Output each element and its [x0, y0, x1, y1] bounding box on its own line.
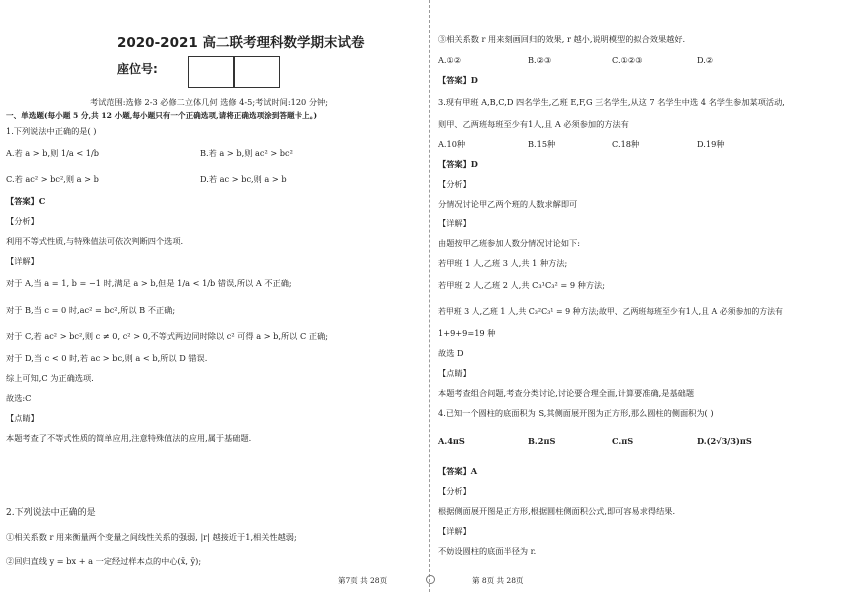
right-page	[432, 0, 860, 607]
comment-heading-3: 【点睛】	[438, 368, 471, 378]
exam-title: 2020-2021 高二联考理科数学期末试卷	[117, 35, 365, 51]
q3-option-c: C.18种	[612, 139, 640, 149]
answer-1: 【答案】C	[6, 196, 46, 206]
q2-option-b: B.②③	[528, 55, 552, 65]
q2-option-d: D.②	[697, 55, 714, 65]
q1-option-c: C.若 ac² > bc²,则 a > b	[6, 174, 99, 184]
question-4: 4.已知一个圆柱的底面积为 S,其侧面展开图为正方形,那么圆柱的侧面积为( )	[438, 408, 714, 418]
q3-option-d: D.19种	[697, 139, 725, 149]
q2-statement-1: ①相关系数 r 用来衡量两个变量之间线性关系的强弱, |r| 越接近于1,相关性越弱;	[6, 532, 297, 542]
exam-info: 考试范围:选修 2-3 必修二立体几何 选修 4-5;考试时间:120 分钟;	[90, 97, 328, 107]
detail-3-line-5: 1+9+9=19 种	[438, 328, 496, 338]
comment-3: 本题考查组合问题,考查分类讨论,讨论要合理全面,计算要准确,是基础题	[438, 388, 695, 398]
question-3-line-2: 则甲、乙两班每班至少有1人,且 A 必须参加的方法有	[438, 119, 629, 129]
q3-option-a: A.10种	[438, 139, 466, 149]
q2-statement-2: ②回归直线 y = bx + a 一定经过样本点的中心(x̄, ȳ);	[6, 556, 202, 566]
analysis-3: 分情况讨论甲乙两个班的人数求解即可	[438, 199, 578, 209]
section-heading: 一、单选题(每小题 5 分,共 12 小题,每小题只有一个正确选项,请将正确选项涂到答题卡上。)	[6, 111, 318, 120]
seat-number-label: 座位号:	[117, 62, 158, 76]
q4-option-a: A.4πS	[438, 436, 465, 446]
detail-3-line-2: 若甲班 1 人,乙班 3 人,共 1 种方法;	[438, 258, 568, 268]
question-3-line-1: 3.现有甲班 A,B,C,D 四名学生,乙班 E,F,G 三名学生,从这 7 名学生中选 4 名学生参加某项活动,	[438, 97, 785, 107]
question-2: 2.下列说法中正确的是	[6, 508, 96, 518]
detail-heading-3: 【详解】	[438, 218, 471, 228]
q4-option-d: D.(2√3/3)πS	[697, 436, 752, 446]
page-number-left: 第7页 共 28页	[338, 576, 388, 585]
detail-3-line-3: 若甲班 2 人,乙班 2 人,共 C₃¹C₃² = 9 种方法;	[438, 280, 605, 290]
page-divider	[429, 0, 430, 592]
q4-option-c: C.πS	[612, 436, 634, 446]
q4-option-b: B.2πS	[528, 436, 556, 446]
detail-3-line-1: 由题按甲乙班参加人数分情况讨论如下:	[438, 238, 580, 248]
analysis-heading-4: 【分析】	[438, 486, 471, 496]
answer-4: 【答案】A	[438, 466, 478, 476]
answer-2: 【答案】D	[438, 75, 478, 85]
q2-statement-3: ③相关系数 r 用来刻画回归的效果, r 越小,说明模型的拟合效果越好.	[438, 34, 686, 44]
q1-option-a: A.若 a > b,则 1/a < 1/b	[6, 148, 100, 158]
detail-heading-1: 【详解】	[6, 256, 39, 266]
detail-4: 不妨设圆柱的底面半径为 r.	[438, 546, 537, 556]
detail-3-line-6: 故选 D	[438, 348, 464, 358]
detail-1-line-1: 对于 A,当 a = 1, b = −1 时,满足 a > b,但是 1/a < 1/b 错误,所以 A 不正确;	[6, 278, 292, 288]
analysis-4: 根据侧面展开图是正方形,根据圆柱侧面积公式,即可容易求得结果.	[438, 506, 676, 516]
comment-1: 本题考查了不等式性质的简单应用,注意特殊值法的应用,属于基础题.	[6, 433, 252, 443]
q2-option-a: A.①②	[438, 55, 462, 65]
detail-heading-4: 【详解】	[438, 526, 471, 536]
analysis-heading-3: 【分析】	[438, 179, 471, 189]
analysis-1: 利用不等式性质,与特殊值法可依次判断四个选项.	[6, 236, 184, 246]
q2-option-c: C.①②③	[612, 55, 643, 65]
seat-number-box-2	[233, 56, 280, 88]
detail-1-line-3: 对于 C,若 ac² > bc²,则 c ≠ 0, c² > 0,不等式两边同时除以 c² 可得 a > b,所以 C 正确;	[6, 331, 328, 341]
analysis-heading-1: 【分析】	[6, 216, 39, 226]
detail-1-line-4: 对于 D,当 c < 0 时,若 ac > bc,则 a < b,所以 D 错误.	[6, 353, 208, 363]
q3-option-b: B.15种	[528, 139, 556, 149]
detail-1-line-2: 对于 B,当 c = 0 时,ac² = bc²,所以 B 不正确;	[6, 305, 176, 315]
detail-1-line-6: 故选:C	[6, 393, 32, 403]
q1-option-b: B.若 a > b,则 ac² > bc²	[200, 148, 293, 158]
q1-option-d: D.若 ac > bc,则 a > b	[200, 174, 287, 184]
answer-3: 【答案】D	[438, 159, 478, 169]
page-number-right: 第 8页 共 28页	[472, 576, 524, 585]
comment-heading-1: 【点睛】	[6, 413, 39, 423]
question-1: 1.下列说法中正确的是( )	[6, 126, 97, 136]
detail-3-line-4: 若甲班 3 人,乙班 1 人,共 C₃²C₃¹ = 9 种方法;故甲、乙两班每班至少有1人,且 A 必须参加的方法有	[438, 307, 783, 316]
seat-number-box-1	[188, 56, 235, 88]
detail-1-line-5: 综上可知,C 为正确选项.	[6, 373, 94, 383]
left-page	[0, 0, 428, 607]
